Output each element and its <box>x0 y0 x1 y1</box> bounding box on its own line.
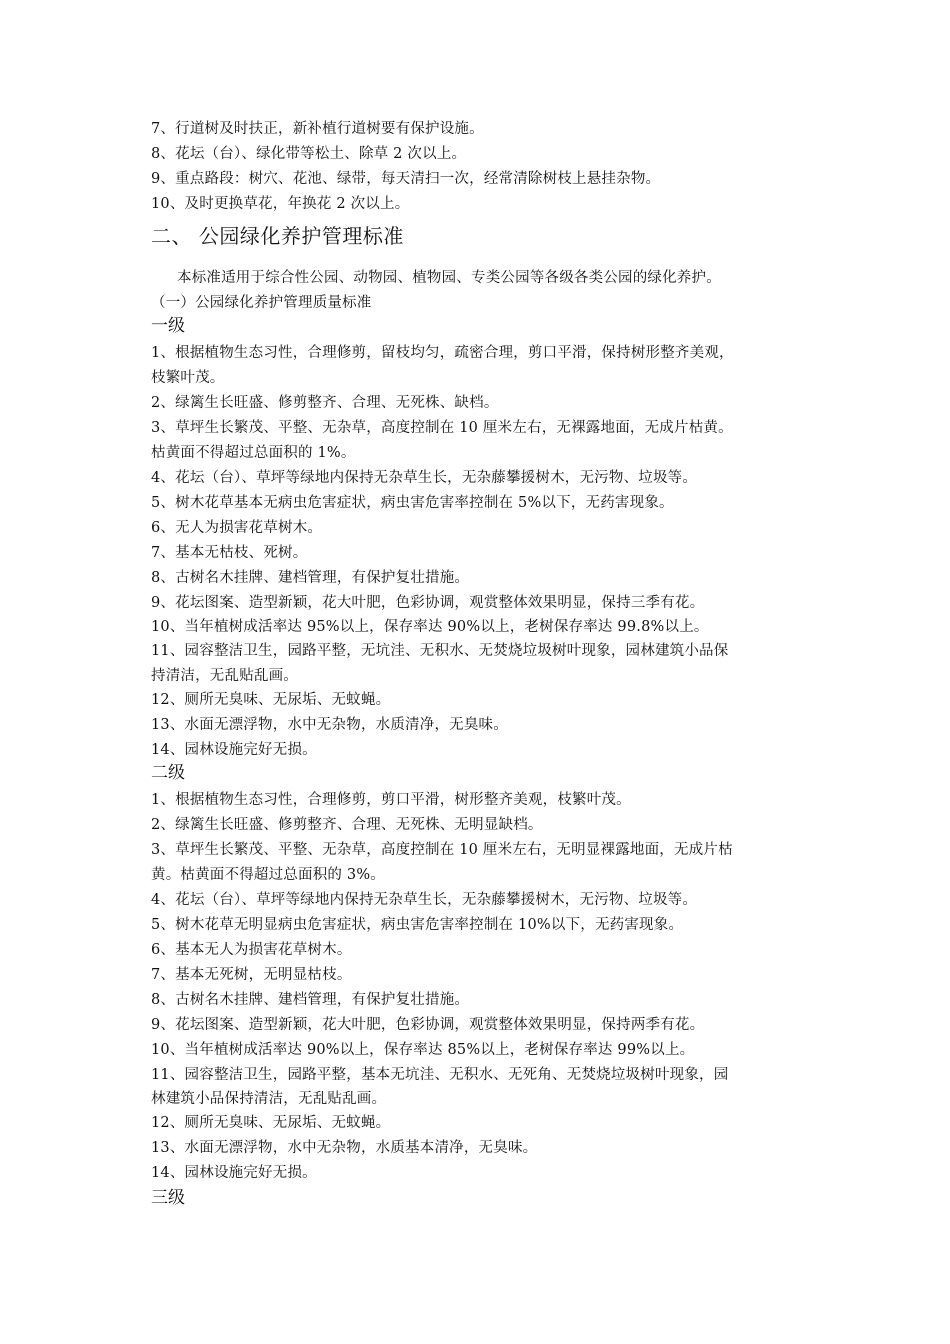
list-item: 11、园容整洁卫生，园路平整，无坑洼、无积水、无焚烧垃圾树叶现象，园林建筑小品保 <box>151 643 729 659</box>
list-item: 2、绿篱生长旺盛、修剪整齐、合理、无死株、无明显缺档。 <box>151 817 543 833</box>
list-item: 9、花坛图案、造型新颖，花大叶肥，色彩协调，观赏整体效果明显，保持三季有花。 <box>151 595 705 611</box>
list-item: 9、花坛图案、造型新颖，花大叶肥，色彩协调，观赏整体效果明显，保持两季有花。 <box>151 1017 705 1033</box>
level-heading-1: 一级 <box>151 316 185 336</box>
list-item: 持清洁，无乱贴乱画。 <box>151 668 298 684</box>
list-item: 4、花坛（台）、草坪等绿地内保持无杂草生长，无杂藤攀援树木，无污物、垃圾等。 <box>151 892 698 908</box>
subsection-heading: （一）公园绿化养护管理质量标准 <box>151 295 372 311</box>
list-item: 7、行道树及时扶正，新补植行道树要有保护设施。 <box>151 121 484 137</box>
list-item: 8、古树名木挂牌、建档管理，有保护复壮措施。 <box>151 570 470 586</box>
list-item: 7、基本无枯枝、死树。 <box>151 545 308 561</box>
list-item: 10、当年植树成活率达 90%以上，保存率达 85%以上，老树保存率达 99%以上。 <box>151 1042 695 1058</box>
list-item: 8、古树名木挂牌、建档管理，有保护复壮措施。 <box>151 992 470 1008</box>
list-item: 11、园容整洁卫生，园路平整，基本无坑洼、无积水、无死角、无焚烧垃圾树叶现象，园 <box>151 1067 729 1083</box>
list-item: 6、无人为损害花草树木。 <box>151 520 323 536</box>
list-item: 枯黄面不得超过总面积的 1%。 <box>151 445 356 461</box>
list-item: 5、树木花草无明显病虫危害症状，病虫害危害率控制在 10%以下，无药害现象。 <box>151 917 684 933</box>
list-item: 13、水面无漂浮物，水中无杂物，水质清净，无臭味。 <box>151 717 508 733</box>
list-item: 12、厕所无臭味、无尿垢、无蚊蝇。 <box>151 1115 391 1131</box>
list-item: 13、水面无漂浮物，水中无杂物，水质基本清净，无臭味。 <box>151 1140 538 1156</box>
list-item: 6、基本无人为损害花草树木。 <box>151 942 352 958</box>
level-heading-3: 三级 <box>151 1188 185 1208</box>
list-item: 14、园林设施完好无损。 <box>151 1165 317 1181</box>
intro-paragraph: 本标准适用于综合性公园、动物园、植物园、专类公园等各级各类公园的绿化养护。 <box>177 270 721 286</box>
list-item: 3、草坪生长繁茂、平整、无杂草，高度控制在 10 厘米左右，无裸露地面，无成片枯黄。 <box>151 420 733 436</box>
list-item: 7、基本无死树，无明显枯枝。 <box>151 967 352 983</box>
list-item: 10、及时更换草花，年换花 2 次以上。 <box>151 196 410 212</box>
list-item: 9、重点路段：树穴、花池、绿带，每天清扫一次，经常清除树枝上悬挂杂物。 <box>151 171 661 187</box>
level-heading-2: 二级 <box>151 763 185 783</box>
list-item: 2、绿篱生长旺盛、修剪整齐、合理、无死株、缺档。 <box>151 395 499 411</box>
list-item: 3、草坪生长繁茂、平整、无杂草，高度控制在 10 厘米左右，无明显裸露地面，无成片枯 <box>151 842 733 858</box>
list-item: 12、厕所无臭味、无尿垢、无蚊蝇。 <box>151 692 391 708</box>
list-item: 10、当年植树成活率达 95%以上，保存率达 90%以上，老树保存率达 99.8%以上。 <box>151 619 709 635</box>
list-item: 4、花坛（台）、草坪等绿地内保持无杂草生长，无杂藤攀援树木，无污物、垃圾等。 <box>151 470 698 486</box>
list-item: 8、花坛（台）、绿化带等松土、除草 2 次以上。 <box>151 146 467 162</box>
list-item: 黄。枯黄面不得超过总面积的 3%。 <box>151 867 386 883</box>
list-item: 林建筑小品保持清洁，无乱贴乱画。 <box>151 1091 387 1107</box>
list-item: 5、树木花草基本无病虫危害症状，病虫害危害率控制在 5%以下，无药害现象。 <box>151 495 674 511</box>
list-item: 14、园林设施完好无损。 <box>151 742 317 758</box>
list-item: 枝繁叶茂。 <box>151 370 225 386</box>
list-item: 1、根据植物生态习性，合理修剪，留枝均匀，疏密合理，剪口平滑，保持树形整齐美观， <box>151 345 734 361</box>
list-item: 1、根据植物生态习性，合理修剪，剪口平滑，树形整齐美观，枝繁叶茂。 <box>151 792 631 808</box>
section-heading: 二、 公园绿化养护管理标准 <box>151 224 404 248</box>
